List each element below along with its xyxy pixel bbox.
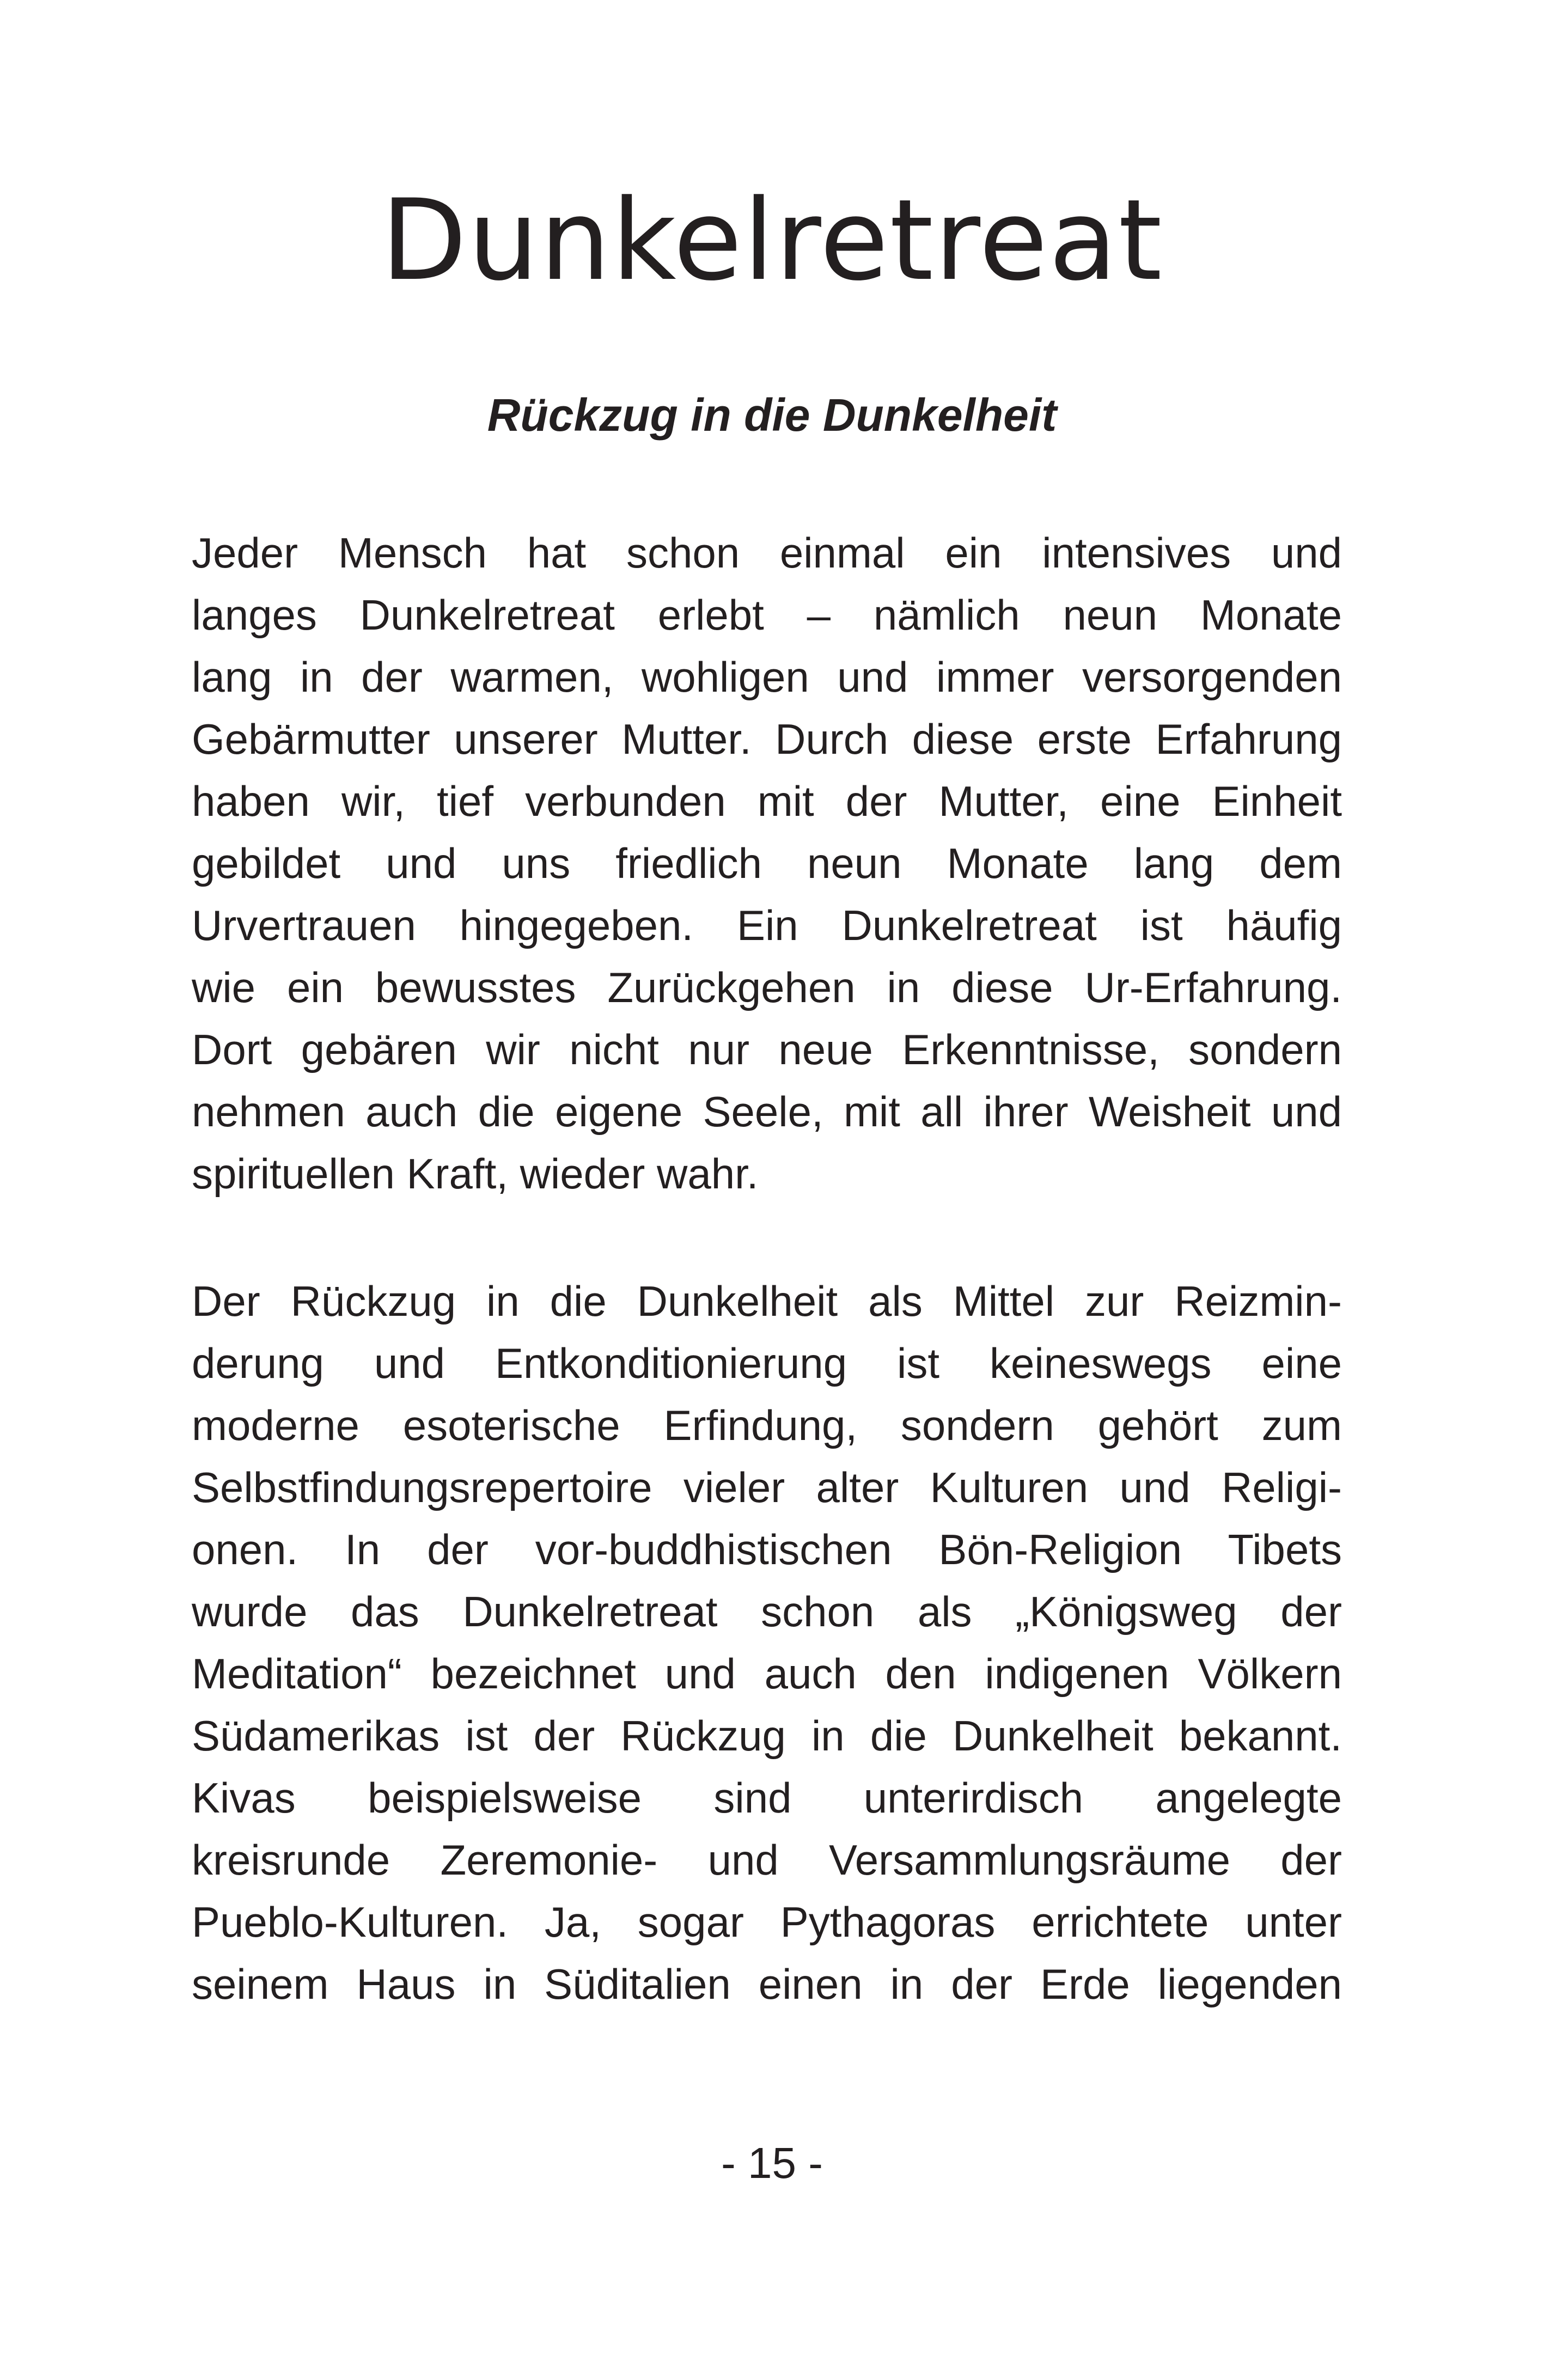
- paragraph-line: nehmen auch die eigene Seele, mit all ihrer Weisheit und: [192, 1088, 1342, 1136]
- page-title: Dunkelretreat: [381, 176, 1163, 306]
- paragraph-line: seinem Haus in Süditalien einen in der Erde liegenden: [192, 1960, 1342, 2008]
- paragraph-line: lang in der warmen, wohligen und immer versorgenden: [192, 653, 1342, 701]
- paragraph-line: Gebärmutter unserer Mutter. Durch diese erste Erfahrung: [192, 715, 1342, 763]
- paragraph-line: Dort gebären wir nicht nur neue Erkenntnisse, sondern: [192, 1026, 1342, 1073]
- paragraph-line: Jeder Mensch hat schon einmal ein intensives und: [192, 529, 1342, 577]
- paragraph-line: wie ein bewusstes Zurückgehen in diese Ur-Erfahrung.: [192, 963, 1342, 1011]
- page-number: - 15 -: [721, 2139, 823, 2187]
- paragraph-line: Der Rückzug in die Dunkelheit als Mittel zur Reizmin-: [192, 1277, 1342, 1325]
- paragraph-line: langes Dunkelretreat erlebt – nämlich neun Monate: [192, 591, 1342, 639]
- paragraph-line: Urvertrauen hingegeben. Ein Dunkelretreat ist häufig: [192, 901, 1342, 949]
- paragraph-line: derung und Entkonditionierung ist keineswegs eine: [192, 1339, 1342, 1387]
- paragraph-line: spirituellen Kraft, wieder wahr.: [192, 1150, 759, 1198]
- paragraph-1: [192, 522, 1342, 1205]
- paragraph-line: Pueblo-Kulturen. Ja, sogar Pythagoras errichtete unter: [192, 1898, 1342, 1946]
- paragraph-line: onen. In der vor-buddhistischen Bön-Religion Tibets: [192, 1525, 1342, 1573]
- page-subtitle: Rückzug in die Dunkelheit: [487, 389, 1057, 441]
- paragraph-line: Kivas beispielsweise sind unterirdisch angelegte: [192, 1774, 1342, 1822]
- paragraph-line: haben wir, tief verbunden mit der Mutter, eine Einheit: [192, 777, 1342, 825]
- paragraph-line: Selbstfindungsrepertoire vieler alter Kulturen und Religi-: [192, 1463, 1342, 1511]
- paragraph-2: [192, 1270, 1342, 2015]
- paragraph-line: Meditation“ bezeichnet und auch den indigenen Völkern: [192, 1650, 1342, 1698]
- paragraph-line: wurde das Dunkelretreat schon als „Königsweg der: [192, 1588, 1342, 1636]
- paragraph-line: Südamerikas ist der Rückzug in die Dunkelheit bekannt.: [192, 1712, 1342, 1760]
- paragraph-line: moderne esoterische Erfindung, sondern gehört zum: [192, 1401, 1342, 1449]
- paragraph-line: kreisrunde Zeremonie- und Versammlungsräume der: [192, 1836, 1342, 1884]
- paragraph-line: gebildet und uns friedlich neun Monate lang dem: [192, 839, 1342, 887]
